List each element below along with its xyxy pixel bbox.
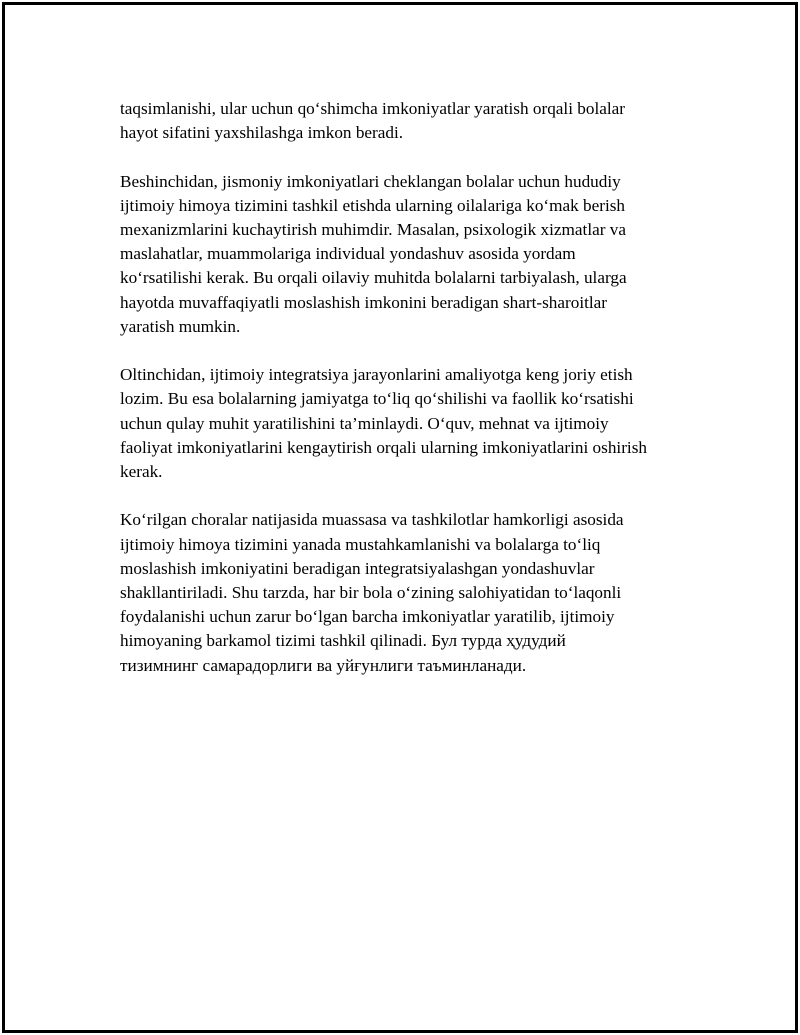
- text-line: Ko‘rilgan choralar natijasida muassasa va tashkilotlar hamkorligi asosida: [120, 510, 624, 530]
- text-line: taqsimlanishi, ular uchun qo‘shimcha imkoniyatlar yaratish orqali bolalar: [120, 99, 625, 118]
- text-line: moslashish imkoniyatini beradigan integratsiyalashgan yondashuvlar: [120, 558, 595, 578]
- text-line: ijtimoiy himoya tizimini yanada mustahkamlanishi va bolalarga to‘liq: [120, 534, 601, 554]
- text-line: hayotda muvaffaqiyatli moslashish imkonini beradigan shart-sharoitlar: [120, 292, 608, 312]
- paragraph-4: [120, 508, 705, 677]
- text-line: hayot sifatini yaxshilashga imkon beradi.: [120, 123, 404, 143]
- text-line: faoliyat imkoniyatlarini kengaytirish orqali ularning imkoniyatlarini oshirish: [120, 437, 647, 457]
- text-line: kerak.: [120, 462, 163, 482]
- paragraph-3: [120, 363, 705, 484]
- paragraph-1: [120, 97, 705, 145]
- text-line: Beshinchidan, jismoniy imkoniyatlari cheklangan bolalar uchun hududiy: [120, 171, 621, 191]
- document-body: [120, 97, 705, 702]
- page-frame: [2, 2, 798, 1033]
- text-line: uchun qulay muhit yaratilishini ta’minlaydi. O‘quv, mehnat va ijtimoiy: [120, 413, 609, 433]
- text-line: foydalanishi uchun zarur bo‘lgan barcha imkoniyatlar yaratilib, ijtimoiy: [120, 607, 615, 627]
- text-line: himoyaning barkamol tizimi tashkil qilinadi. Бул турда ҳудудий: [120, 631, 566, 651]
- text-line: yaratish mumkin.: [120, 316, 241, 336]
- text-line: ko‘rsatilishi kerak. Bu orqali oilaviy muhitda bolalarni tarbiyalash, ularga: [120, 268, 627, 288]
- text-line: тизимнинг самарадорлиги ва уйғунлиги таъминланади.: [120, 655, 527, 675]
- text-line: mexanizmlarini kuchaytirish muhimdir. Masalan, psixologik xizmatlar va: [120, 220, 626, 239]
- text-line: maslahatlar, muammolariga individual yondashuv asosida yordam: [120, 244, 576, 264]
- text-line: lozim. Bu esa bolalarning jamiyatga to‘liq qo‘shilishi va faollik ko‘rsatishi: [120, 389, 634, 409]
- text-line: Oltinchidan, ijtimoiy integratsiya jarayonlarini amaliyotga keng joriy etish: [120, 365, 633, 385]
- text-line: shakllantiriladi. Shu tarzda, har bir bola o‘zining salohiyatidan to‘laqonli: [120, 583, 622, 603]
- text-line: ijtimoiy himoya tizimini tashkil etishda ularning oilalariga ko‘mak berish: [120, 195, 626, 215]
- paragraph-2: [120, 170, 705, 339]
